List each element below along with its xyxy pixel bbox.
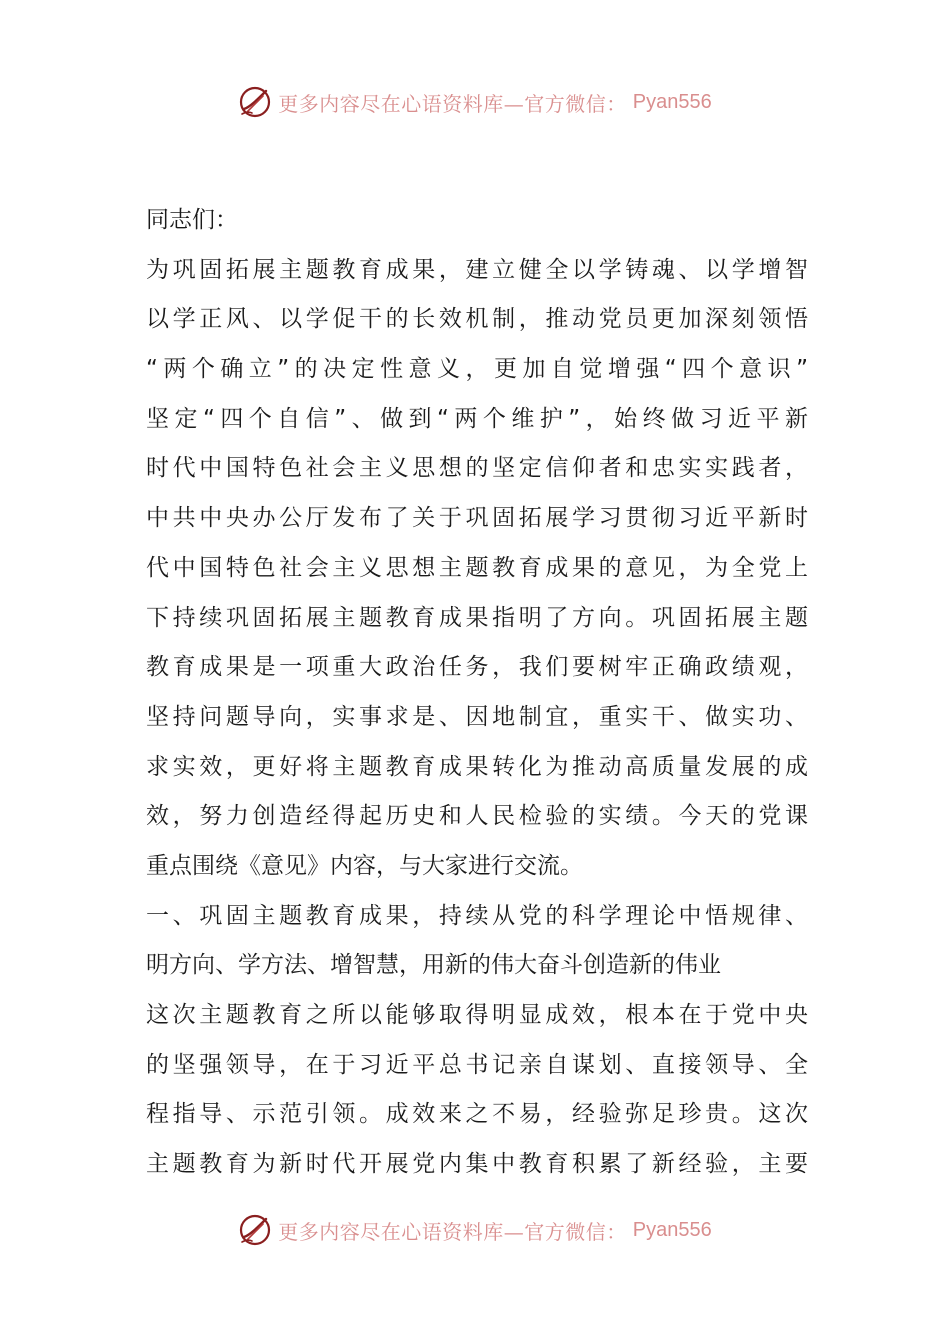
text-line: 效，努力创造经得起历史和人民检验的实绩。今天的党课 <box>146 803 808 830</box>
text-line: 的坚强领导，在于习近平总书记亲自谋划、直接领导、全 <box>146 1051 808 1078</box>
text-line: 下持续巩固拓展主题教育成果指明了方向。巩固拓展主题 <box>146 604 808 631</box>
text-line: 坚定“四个自信”、做到“两个维护”，始终做习近平新 <box>146 405 808 432</box>
text-line: 坚持问题导向，实事求是、因地制宜，重实干、做实功、 <box>146 703 808 730</box>
text-line: 为巩固拓展主题教育成果，建立健全以学铸魂、以学增智 <box>146 256 808 283</box>
text-line: 教育成果是一项重大政治任务，我们要树牢正确政绩观， <box>146 654 808 681</box>
text-line: 这次主题教育之所以能够取得明显成效，根本在于党中央 <box>146 1002 808 1028</box>
text-line: 以学正风、以学促干的长效机制，推动党员更加深刻领悟 <box>146 306 808 333</box>
text-line: 程指导、示范引领。成效来之不易，经验弥足珍贵。这次 <box>146 1101 808 1128</box>
watermark-text: 更多内容尽在心语资料库—官方微信： <box>278 1219 627 1244</box>
text-line: 一、巩固主题教育成果，持续从党的科学理论中悟规律、 <box>146 902 808 929</box>
text-line: 时代中国特色社会主义思想的坚定信仰者和忠实实践者， <box>146 455 808 482</box>
text-line: 重点围绕《意见》内容，与大家进行交流。 <box>146 852 583 879</box>
text-line: 明方向、学方法、增智慧，用新的伟大奋斗创造新的伟业 <box>146 952 721 979</box>
document-body <box>146 196 808 1190</box>
text-line: 中共中央办公厅发布了关于巩固拓展学习贯彻习近平新时 <box>146 505 808 532</box>
watermark-account: Pyan556 <box>632 90 712 113</box>
text-line: 求实效，更好将主题教育成果转化为推动高质量发展的成 <box>146 753 808 780</box>
pen-logo-icon <box>238 1213 272 1247</box>
watermark-account: Pyan556 <box>632 1218 712 1241</box>
text-line: 主题教育为新时代开展党内集中教育积累了新经验，主要 <box>146 1151 808 1178</box>
footer-watermark <box>0 1208 950 1252</box>
text-line: “两个确立”的决定性意义，更加自觉增强“四个意识” <box>146 356 808 383</box>
text-line: 同志们： <box>146 207 238 233</box>
pen-logo-icon <box>238 85 272 119</box>
watermark-text: 更多内容尽在心语资料库—官方微信： <box>278 91 627 116</box>
header-watermark <box>0 80 950 124</box>
text-line: 代中国特色社会主义思想主题教育成果的意见，为全党上 <box>146 554 808 581</box>
